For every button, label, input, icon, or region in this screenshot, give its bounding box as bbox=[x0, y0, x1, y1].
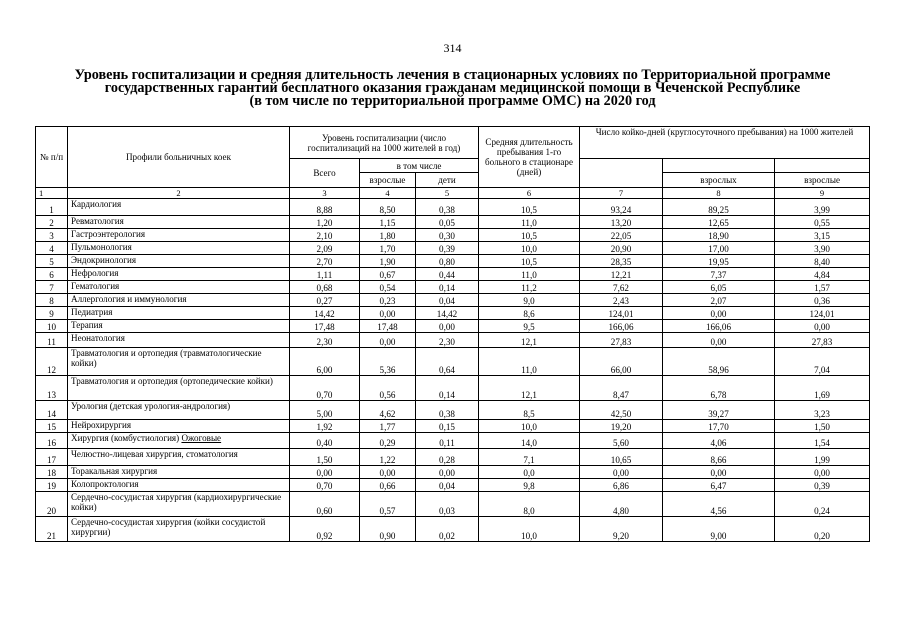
header-adults: взрослые bbox=[360, 173, 416, 188]
cell-avg: 12,1 bbox=[479, 333, 580, 348]
header-bd-total-blank bbox=[580, 159, 663, 188]
cell-bd: 13,20 bbox=[580, 216, 663, 229]
profile-name-text: Урология (детская урология-андрология) bbox=[71, 401, 231, 411]
cell-adults: 1,80 bbox=[360, 229, 416, 242]
cell-bd: 9,20 bbox=[580, 517, 663, 542]
cell-bd: 5,60 bbox=[580, 433, 663, 449]
table-row bbox=[36, 268, 870, 281]
profile-name-text: Нефрология bbox=[71, 268, 119, 278]
cell-avg: 7,1 bbox=[479, 449, 580, 466]
profile-name-text: Травматология и ортопедия (ортопедические койки) bbox=[71, 376, 273, 386]
cell-bd-a: 6,47 bbox=[663, 479, 775, 492]
cell-bd-a: 0,00 bbox=[663, 307, 775, 320]
row-number: 13 bbox=[36, 376, 68, 401]
cell-avg: 8,5 bbox=[479, 401, 580, 420]
cell-avg: 12,1 bbox=[479, 376, 580, 401]
cell-bd-c: 4,84 bbox=[775, 268, 870, 281]
cell-adults: 1,90 bbox=[360, 255, 416, 268]
row-number: 5 bbox=[36, 255, 68, 268]
profile-name bbox=[68, 466, 290, 479]
cell-adults: 0,57 bbox=[360, 492, 416, 517]
cell-avg: 9,5 bbox=[479, 320, 580, 333]
table-row bbox=[36, 307, 870, 320]
profile-name-text: Хирургия (комбустиология) bbox=[71, 433, 180, 443]
col-index: 6 bbox=[479, 188, 580, 199]
header-num: № п/п bbox=[36, 127, 68, 188]
cell-bd: 12,21 bbox=[580, 268, 663, 281]
row-number: 20 bbox=[36, 492, 68, 517]
cell-adults: 0,66 bbox=[360, 479, 416, 492]
cell-adults: 1,22 bbox=[360, 449, 416, 466]
cell-avg: 8,6 bbox=[479, 307, 580, 320]
profile-name bbox=[68, 420, 290, 433]
row-number: 6 bbox=[36, 268, 68, 281]
profile-name bbox=[68, 199, 290, 216]
cell-bd-a: 0,00 bbox=[663, 333, 775, 348]
cell-bd-a: 0,00 bbox=[663, 466, 775, 479]
table-row bbox=[36, 449, 870, 466]
profile-name-text: Неонатология bbox=[71, 333, 125, 343]
profile-name bbox=[68, 348, 290, 376]
cell-total: 0,68 bbox=[290, 281, 360, 294]
cell-bd: 8,47 bbox=[580, 376, 663, 401]
table-row bbox=[36, 281, 870, 294]
row-number: 8 bbox=[36, 294, 68, 307]
cell-children: 0,80 bbox=[416, 255, 479, 268]
profile-name bbox=[68, 320, 290, 333]
profile-name bbox=[68, 281, 290, 294]
header-children: дети bbox=[416, 173, 479, 188]
cell-bd: 28,35 bbox=[580, 255, 663, 268]
cell-adults: 0,67 bbox=[360, 268, 416, 281]
row-number: 9 bbox=[36, 307, 68, 320]
profile-name-text: Терапия bbox=[71, 320, 103, 330]
profile-name-text: Ревматология bbox=[71, 216, 124, 226]
header-profile: Профили больничных коек bbox=[68, 127, 290, 188]
cell-total: 2,10 bbox=[290, 229, 360, 242]
cell-avg: 10,0 bbox=[479, 420, 580, 433]
cell-children: 0,30 bbox=[416, 229, 479, 242]
cell-children: 14,42 bbox=[416, 307, 479, 320]
cell-children: 0,11 bbox=[416, 433, 479, 449]
cell-children: 0,04 bbox=[416, 479, 479, 492]
table-row bbox=[36, 492, 870, 517]
cell-avg: 10,5 bbox=[479, 255, 580, 268]
table-row bbox=[36, 229, 870, 242]
cell-total: 0,00 bbox=[290, 466, 360, 479]
profile-name-text: Аллергология и иммунология bbox=[71, 294, 187, 304]
cell-bd-a: 7,37 bbox=[663, 268, 775, 281]
cell-bd-c: 3,23 bbox=[775, 401, 870, 420]
profile-name bbox=[68, 517, 290, 542]
row-number: 21 bbox=[36, 517, 68, 542]
cell-bd: 6,86 bbox=[580, 479, 663, 492]
cell-total: 1,92 bbox=[290, 420, 360, 433]
cell-total: 17,48 bbox=[290, 320, 360, 333]
profile-name bbox=[68, 333, 290, 348]
profile-name-text: Пульмонология bbox=[71, 242, 132, 252]
table-row bbox=[36, 517, 870, 542]
profile-name-text: Гематология bbox=[71, 281, 120, 291]
cell-total: 0,70 bbox=[290, 376, 360, 401]
cell-avg: 10,0 bbox=[479, 242, 580, 255]
cell-bd: 27,83 bbox=[580, 333, 663, 348]
profile-name-text: Торакальная хирургия bbox=[71, 466, 158, 476]
cell-avg: 11,0 bbox=[479, 268, 580, 281]
cell-bd-c: 0,24 bbox=[775, 492, 870, 517]
cell-children: 0,00 bbox=[416, 466, 479, 479]
table-row bbox=[36, 466, 870, 479]
cell-total: 5,00 bbox=[290, 401, 360, 420]
cell-bd-c: 1,69 bbox=[775, 376, 870, 401]
cell-children: 0,64 bbox=[416, 348, 479, 376]
cell-bd-a: 4,56 bbox=[663, 492, 775, 517]
cell-adults: 8,50 bbox=[360, 199, 416, 216]
cell-bd-a: 19,95 bbox=[663, 255, 775, 268]
cell-children: 0,04 bbox=[416, 294, 479, 307]
cell-bd-a: 8,66 bbox=[663, 449, 775, 466]
row-number: 19 bbox=[36, 479, 68, 492]
cell-adults: 0,90 bbox=[360, 517, 416, 542]
cell-children: 0,14 bbox=[416, 281, 479, 294]
profile-name bbox=[68, 307, 290, 320]
row-number: 4 bbox=[36, 242, 68, 255]
cell-avg: 9,0 bbox=[479, 294, 580, 307]
cell-bd-c: 0,55 bbox=[775, 216, 870, 229]
profile-name-text: Челюстно-лицевая хирургия, стоматология bbox=[71, 449, 238, 459]
row-number: 1 bbox=[36, 199, 68, 216]
profile-name bbox=[68, 242, 290, 255]
row-number: 16 bbox=[36, 433, 68, 449]
col-index: 7 bbox=[580, 188, 663, 199]
cell-bd: 20,90 bbox=[580, 242, 663, 255]
cell-bd-a: 6,05 bbox=[663, 281, 775, 294]
col-index: 2 bbox=[68, 188, 290, 199]
profile-name-text: Нейрохирургия bbox=[71, 420, 132, 430]
profile-name-text: Педиатрия bbox=[71, 307, 113, 317]
cell-bd-c: 1,50 bbox=[775, 420, 870, 433]
cell-adults: 0,56 bbox=[360, 376, 416, 401]
cell-bd-c: 0,00 bbox=[775, 320, 870, 333]
header-total: Всего bbox=[290, 159, 360, 188]
table-row bbox=[36, 255, 870, 268]
header-bed-days: Число койко-дней (круглосуточного пребывания) на 1000 жителей bbox=[580, 127, 870, 159]
cell-total: 2,09 bbox=[290, 242, 360, 255]
cell-adults: 0,00 bbox=[360, 307, 416, 320]
title-line: государственных гарантий бесплатного оказания гражданам медицинской помощи в Чеченской Республике bbox=[104, 80, 801, 96]
cell-bd: 124,01 bbox=[580, 307, 663, 320]
cell-bd-a: 39,27 bbox=[663, 401, 775, 420]
cell-children: 0,05 bbox=[416, 216, 479, 229]
table-row bbox=[36, 199, 870, 216]
table-row bbox=[36, 242, 870, 255]
profile-name-text: Сердечно-сосудистая хирургия (койки сосудистой хирургии) bbox=[71, 517, 266, 537]
cell-bd-c: 8,40 bbox=[775, 255, 870, 268]
profile-name bbox=[68, 229, 290, 242]
cell-adults: 0,29 bbox=[360, 433, 416, 449]
header-bd-blank bbox=[663, 159, 775, 173]
profile-name-text: Эндокринология bbox=[71, 255, 137, 265]
profile-name-text: Колопроктология bbox=[71, 479, 139, 489]
row-number: 11 bbox=[36, 333, 68, 348]
row-number: 2 bbox=[36, 216, 68, 229]
page-number: 314 bbox=[443, 41, 462, 55]
cell-bd-c: 3,99 bbox=[775, 199, 870, 216]
cell-children: 0,02 bbox=[416, 517, 479, 542]
cell-total: 0,70 bbox=[290, 479, 360, 492]
cell-bd-c: 3,90 bbox=[775, 242, 870, 255]
cell-bd-a: 2,07 bbox=[663, 294, 775, 307]
cell-total: 2,70 bbox=[290, 255, 360, 268]
table-row bbox=[36, 348, 870, 376]
cell-adults: 5,36 bbox=[360, 348, 416, 376]
table-row bbox=[36, 320, 870, 333]
cell-bd: 22,05 bbox=[580, 229, 663, 242]
col-index: 8 bbox=[663, 188, 775, 199]
cell-children: 0,03 bbox=[416, 492, 479, 517]
table-row bbox=[36, 433, 870, 449]
col-index: 4 bbox=[360, 188, 416, 199]
cell-total: 0,92 bbox=[290, 517, 360, 542]
profile-name bbox=[68, 401, 290, 420]
cell-bd-c: 0,39 bbox=[775, 479, 870, 492]
cell-bd-a: 89,25 bbox=[663, 199, 775, 216]
cell-bd: 42,50 bbox=[580, 401, 663, 420]
cell-bd-a: 6,78 bbox=[663, 376, 775, 401]
cell-bd-a: 4,06 bbox=[663, 433, 775, 449]
cell-adults: 1,15 bbox=[360, 216, 416, 229]
cell-children: 0,38 bbox=[416, 199, 479, 216]
cell-bd-a: 58,96 bbox=[663, 348, 775, 376]
cell-adults: 1,70 bbox=[360, 242, 416, 255]
cell-bd-a: 9,00 bbox=[663, 517, 775, 542]
cell-bd-c: 1,54 bbox=[775, 433, 870, 449]
col-index: 5 bbox=[416, 188, 479, 199]
row-number: 15 bbox=[36, 420, 68, 433]
cell-adults: 0,00 bbox=[360, 466, 416, 479]
table-row bbox=[36, 401, 870, 420]
row-number: 7 bbox=[36, 281, 68, 294]
cell-children: 2,30 bbox=[416, 333, 479, 348]
cell-bd-a: 17,70 bbox=[663, 420, 775, 433]
cell-children: 0,38 bbox=[416, 401, 479, 420]
cell-total: 8,88 bbox=[290, 199, 360, 216]
profile-name bbox=[68, 268, 290, 281]
title-line: (в том числе по территориальной программе ОМС) на 2020 год bbox=[249, 93, 656, 109]
header-bd-blank bbox=[775, 159, 870, 173]
profile-name bbox=[68, 449, 290, 466]
cell-avg: 10,5 bbox=[479, 199, 580, 216]
cell-adults: 1,77 bbox=[360, 420, 416, 433]
cell-children: 0,14 bbox=[416, 376, 479, 401]
cell-bd-c: 0,20 bbox=[775, 517, 870, 542]
cell-bd-c: 3,15 bbox=[775, 229, 870, 242]
header-bd-adults2: взрослые bbox=[775, 173, 870, 188]
cell-avg: 10,5 bbox=[479, 229, 580, 242]
table-row bbox=[36, 294, 870, 307]
table-row bbox=[36, 333, 870, 348]
cell-bd-c: 7,04 bbox=[775, 348, 870, 376]
cell-children: 0,44 bbox=[416, 268, 479, 281]
profile-name-text: Травматология и ортопедия (травматологические койки) bbox=[71, 348, 262, 368]
header-incl: в том числе bbox=[360, 159, 479, 173]
cell-bd: 7,62 bbox=[580, 281, 663, 294]
profile-name bbox=[68, 433, 290, 449]
cell-adults: 17,48 bbox=[360, 320, 416, 333]
cell-bd: 10,65 bbox=[580, 449, 663, 466]
cell-avg: 8,0 bbox=[479, 492, 580, 517]
cell-avg: 9,8 bbox=[479, 479, 580, 492]
cell-bd: 66,00 bbox=[580, 348, 663, 376]
cell-total: 14,42 bbox=[290, 307, 360, 320]
title-line: Уровень госпитализации и средняя длительность лечения в стационарных условиях по Территориальной программе bbox=[74, 67, 831, 83]
col-index: 3 bbox=[290, 188, 360, 199]
row-number: 10 bbox=[36, 320, 68, 333]
cell-children: 0,28 bbox=[416, 449, 479, 466]
table-row bbox=[36, 420, 870, 433]
profile-name bbox=[68, 376, 290, 401]
cell-bd-a: 12,65 bbox=[663, 216, 775, 229]
cell-bd-a: 166,06 bbox=[663, 320, 775, 333]
cell-bd-a: 17,00 bbox=[663, 242, 775, 255]
cell-adults: 4,62 bbox=[360, 401, 416, 420]
profile-name bbox=[68, 255, 290, 268]
row-number: 14 bbox=[36, 401, 68, 420]
cell-bd-c: 0,00 bbox=[775, 466, 870, 479]
cell-bd: 166,06 bbox=[580, 320, 663, 333]
header-avg-length: Средняя длительность пребывания 1-го больного в стационаре (дней) bbox=[479, 127, 580, 188]
cell-bd-c: 0,36 bbox=[775, 294, 870, 307]
cell-total: 1,20 bbox=[290, 216, 360, 229]
cell-bd: 93,24 bbox=[580, 199, 663, 216]
profile-name bbox=[68, 216, 290, 229]
profile-name bbox=[68, 492, 290, 517]
header-bd-adults: взрослых bbox=[663, 173, 775, 188]
profile-name-text: Кардиология bbox=[71, 199, 122, 209]
profile-name-text: Гастроэнтерология bbox=[71, 229, 146, 239]
cell-adults: 0,23 bbox=[360, 294, 416, 307]
row-number: 12 bbox=[36, 348, 68, 376]
cell-children: 0,15 bbox=[416, 420, 479, 433]
cell-total: 2,30 bbox=[290, 333, 360, 348]
header-hosp-level: Уровень госпитализации (число госпитализаций на 1000 жителей в год) bbox=[290, 127, 479, 159]
cell-avg: 11,0 bbox=[479, 216, 580, 229]
cell-total: 1,11 bbox=[290, 268, 360, 281]
cell-avg: 11,2 bbox=[479, 281, 580, 294]
table-row bbox=[36, 479, 870, 492]
cell-bd-c: 27,83 bbox=[775, 333, 870, 348]
cell-children: 0,00 bbox=[416, 320, 479, 333]
col-index: 1 bbox=[36, 188, 68, 199]
cell-avg: 14,0 bbox=[479, 433, 580, 449]
profile-name-extra: Ожоговые bbox=[181, 433, 222, 443]
column-index-row bbox=[36, 188, 870, 199]
cell-adults: 0,54 bbox=[360, 281, 416, 294]
cell-avg: 10,0 bbox=[479, 517, 580, 542]
cell-total: 6,00 bbox=[290, 348, 360, 376]
row-number: 17 bbox=[36, 449, 68, 466]
cell-bd-c: 1,99 bbox=[775, 449, 870, 466]
cell-bd: 2,43 bbox=[580, 294, 663, 307]
cell-total: 0,60 bbox=[290, 492, 360, 517]
table-row bbox=[36, 376, 870, 401]
cell-bd: 4,80 bbox=[580, 492, 663, 517]
cell-bd-c: 124,01 bbox=[775, 307, 870, 320]
document-title bbox=[20, 69, 885, 108]
row-number: 18 bbox=[36, 466, 68, 479]
cell-bd: 0,00 bbox=[580, 466, 663, 479]
hospitalization-table bbox=[35, 126, 870, 542]
cell-avg: 0,0 bbox=[479, 466, 580, 479]
row-number: 3 bbox=[36, 229, 68, 242]
cell-total: 1,50 bbox=[290, 449, 360, 466]
cell-children: 0,39 bbox=[416, 242, 479, 255]
profile-name bbox=[68, 294, 290, 307]
cell-total: 0,27 bbox=[290, 294, 360, 307]
cell-bd-a: 18,90 bbox=[663, 229, 775, 242]
col-index: 9 bbox=[775, 188, 870, 199]
cell-avg: 11,0 bbox=[479, 348, 580, 376]
cell-bd: 19,20 bbox=[580, 420, 663, 433]
cell-total: 0,40 bbox=[290, 433, 360, 449]
cell-adults: 0,00 bbox=[360, 333, 416, 348]
cell-bd-c: 1,57 bbox=[775, 281, 870, 294]
profile-name-text: Сердечно-сосудистая хирургия (кардиохирургические койки) bbox=[71, 492, 282, 512]
profile-name bbox=[68, 479, 290, 492]
table-row bbox=[36, 216, 870, 229]
